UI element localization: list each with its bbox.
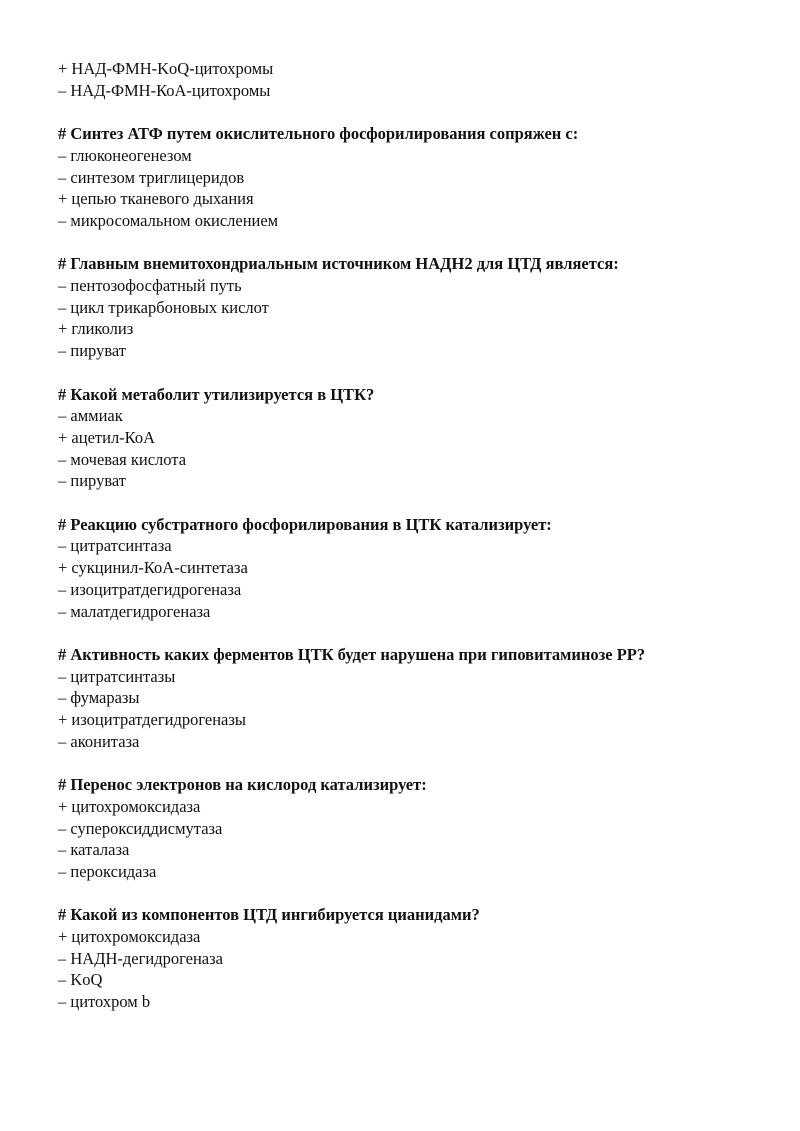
answer-option: + цитохромоксидаза [58,796,201,816]
question-block [58,644,723,753]
question-text: # Какой из компонентов ЦТД ингибируется цианидами? [58,905,480,925]
answer-option: – пентозофосфатный путь [58,276,242,295]
answer-option: + цепью тканевого дыхания [58,189,254,209]
answer-option: + изоцитратдегидрогеназы [58,710,246,730]
question-text: # Реакцию субстратного фосфорилирования в ЦТК катализирует: [58,514,552,534]
question-text: # Синтез АТФ путем окислительного фосфорилирования сопряжен с: [58,124,579,144]
answer-option: – НАД-ФМН-КоА-цитохромы [58,80,271,100]
answer-option: – мочевая кислота [58,449,187,469]
answer-option: – изоцитратдегидрогеназа [58,579,242,599]
answer-option: + гликолиз [58,319,134,339]
question-block [58,514,723,623]
answer-option: – пероксидаза [58,861,157,881]
question-block [58,774,723,883]
answer-option: – пируват [58,341,126,361]
answer-option: – цитохром b [58,992,151,1012]
answer-option: – цикл трикарбоновых кислот [58,297,269,317]
answer-option: + ацетил-КоА [58,427,156,447]
answer-option: – малатдегидрогеназа [58,601,211,621]
answer-option: – каталаза [58,840,130,860]
answer-option: – НАДН-дегидрогеназа [58,948,223,968]
intro-answer-block [58,58,723,101]
answer-option: + сукцинил-КоА-синтетаза [58,558,248,578]
question-block [58,904,723,1013]
question-text: # Какой метаболит утилизируется в ЦТК? [58,384,375,404]
answer-option: – микросомальном окислением [58,210,279,230]
answer-option: – цитратсинтаза [58,536,172,556]
question-block [58,123,723,232]
answer-option: + НАД-ФМН-KoQ-цитохромы [58,59,274,78]
answer-option: – пируват [58,471,126,491]
question-block [58,253,723,362]
answer-option: – синтезом триглицеридов [58,167,245,187]
question-text: # Перенос электронов на кислород катализирует: [58,775,427,795]
answer-option: + цитохромоксидаза [58,927,201,947]
answer-option: – KoQ [58,970,103,990]
question-block [58,384,723,493]
answer-option: – фумаразы [58,688,140,708]
answer-option: – супероксиддисмутаза [58,818,223,838]
document-page [58,58,723,1013]
answer-option: – цитратсинтазы [58,666,176,686]
answer-option: – аммиак [58,406,123,426]
answer-option: – глюконеогенезом [58,145,192,165]
answer-option: – аконитаза [58,731,140,751]
question-text: # Главным внемитохондриальным источником НАДН2 для ЦТД является: [58,254,619,274]
question-text: # Активность каких ферментов ЦТК будет нарушена при гиповитаминозе РР? [58,644,646,664]
